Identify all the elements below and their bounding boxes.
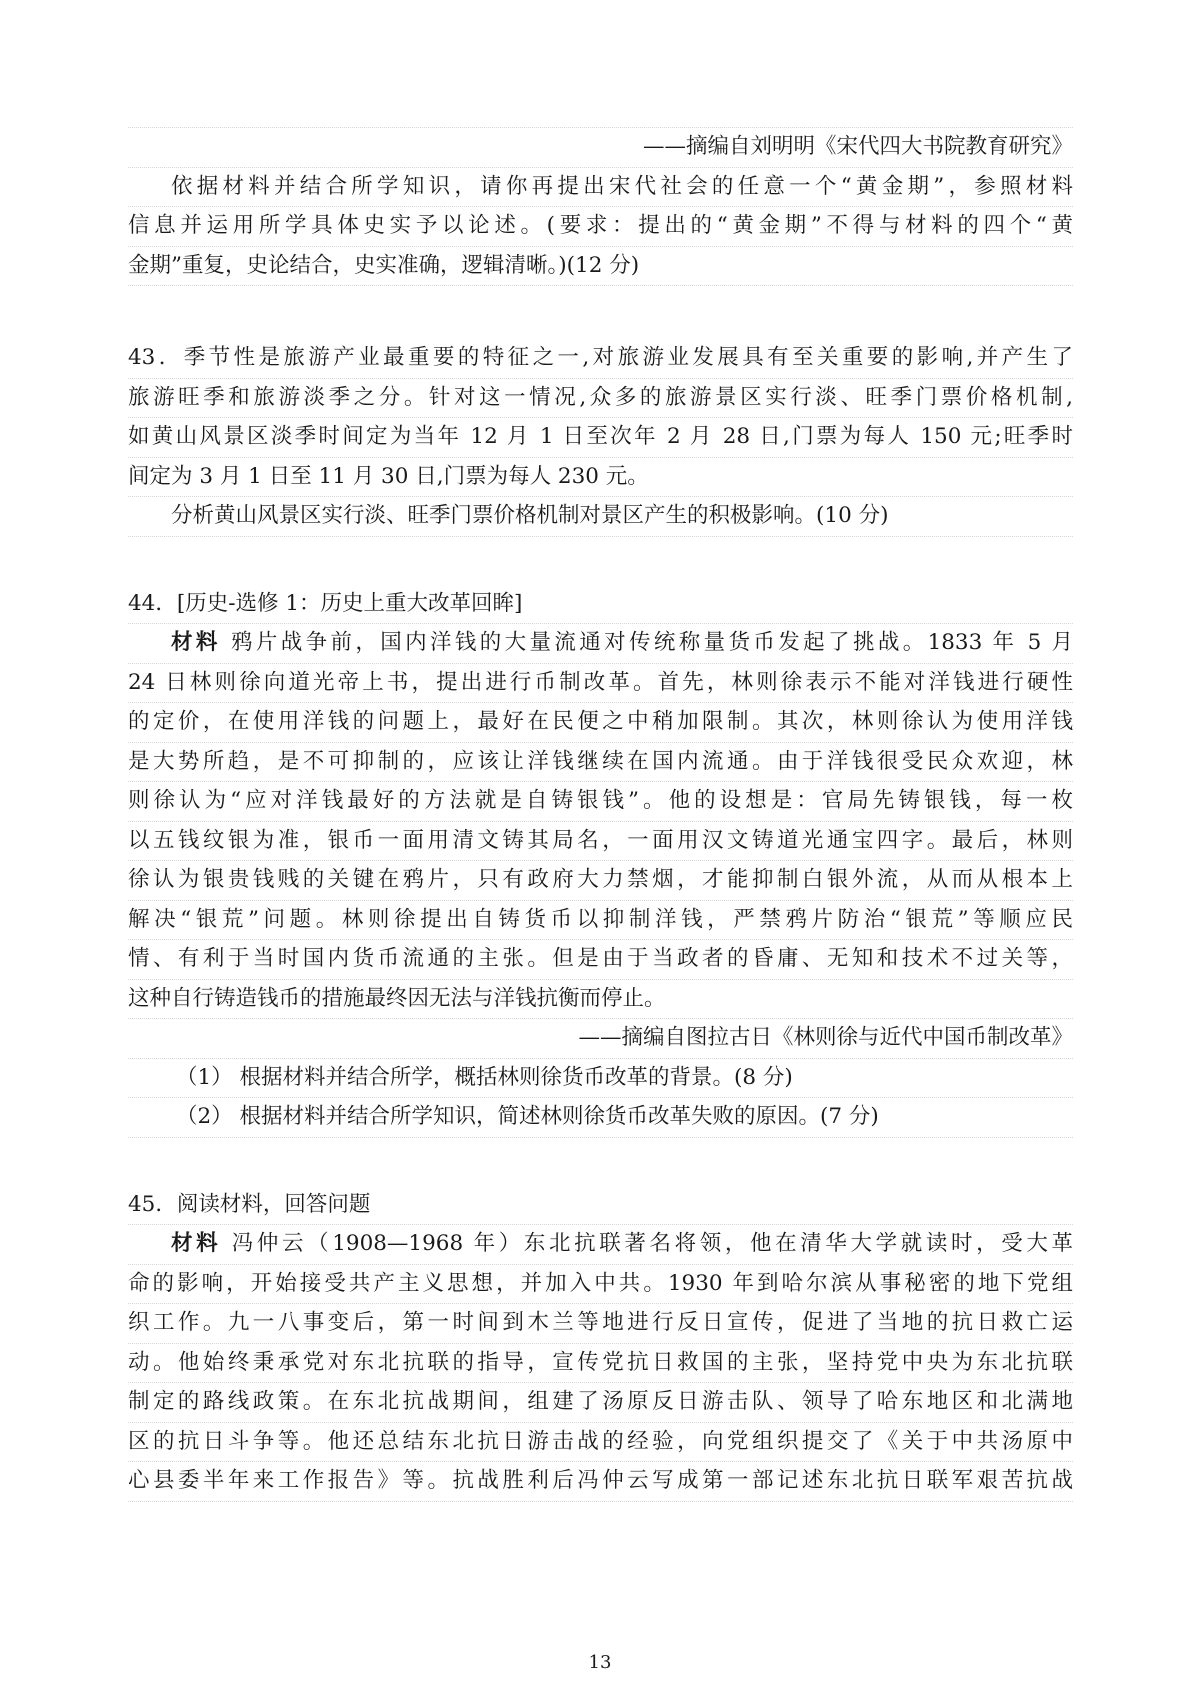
q43-line-1: 43．季节性是旅游产业最重要的特征之一,对旅游业发展具有至关重要的影响,并产生了 [128, 339, 1073, 379]
q43-prompt: 分析黄山风景区实行淡、旺季门票价格机制对景区产生的积极影响。(10 分) [128, 497, 1073, 537]
q45-line-1 [128, 1225, 1073, 1265]
spacer [128, 1138, 1073, 1186]
q44-line-7: 徐认为银贵钱贱的关键在鸦片，只有政府大力禁烟，才能抑制白银外流，从而从根本上 [128, 861, 1073, 901]
page-content [128, 127, 1073, 1502]
q45-material-label: 材料 [171, 1231, 222, 1256]
q44-line-1 [128, 624, 1073, 664]
q44-line-5: 则徐认为“应对洋钱最好的方法就是自铸银钱”。他的设想是：官局先铸银钱，每一枚 [128, 782, 1073, 822]
q42-prompt-line-3: 金期”重复，史论结合，史实准确，逻辑清晰。)(12 分) [128, 247, 1073, 287]
q45-heading: 45．阅读材料，回答问题 [128, 1186, 1073, 1226]
page-number: 13 [588, 1652, 612, 1673]
q45-line-6: 区的抗日斗争等。他还总结东北抗日游击战的经验，向党组织提交了《关于中共汤原中 [128, 1423, 1073, 1463]
q44-line-10: 这种自行铸造钱币的措施最终因无法与洋钱抗衡而停止。 [128, 980, 1073, 1020]
q44-line-2: 24 日林则徐向道光帝上书，提出进行币制改革。首先，林则徐表示不能对洋钱进行硬性 [128, 664, 1073, 704]
q44-question-2: （2） 根据材料并结合所学知识，简述林则徐货币改革失败的原因。(7 分) [128, 1098, 1073, 1138]
q42-source: ——摘编自刘明明《宋代四大书院教育研究》 [128, 127, 1073, 168]
q43-line-2: 旅游旺季和旅游淡季之分。针对这一情况,众多的旅游景区实行淡、旺季门票价格机制, [128, 379, 1073, 419]
q45-line-4: 动。他始终秉承党对东北抗联的指导，宣传党抗日救国的主张，坚持党中央为东北抗联 [128, 1344, 1073, 1384]
q44-line-8: 解决“银荒”问题。林则徐提出自铸货币以抑制洋钱，严禁鸦片防治“银荒”等顺应民 [128, 901, 1073, 941]
q42-prompt-line-2: 信息并运用所学具体史实予以论述。(要求：提出的“黄金期”不得与材料的四个“黄 [128, 207, 1073, 247]
spacer [128, 286, 1073, 339]
q44-source: ——摘编自图拉古日《林则徐与近代中国币制改革》 [128, 1019, 1073, 1059]
q42-prompt-line-1: 依据材料并结合所学知识，请你再提出宋代社会的任意一个“黄金期”，参照材料 [128, 168, 1073, 208]
q44-question-1: （1） 根据材料并结合所学，概括林则徐货币改革的背景。(8 分) [128, 1059, 1073, 1099]
q44-line-3: 的定价，在使用洋钱的问题上，最好在民便之中稍加限制。其次，林则徐认为使用洋钱 [128, 703, 1073, 743]
q45-line-2: 命的影响，开始接受共产主义思想，并加入中共。1930 年到哈尔滨从事秘密的地下党组 [128, 1265, 1073, 1305]
q45-line-7: 心县委半年来工作报告》等。抗战胜利后冯仲云写成第一部记述东北抗日联军艰苦抗战 [128, 1462, 1073, 1502]
q44-line-6: 以五钱纹银为准，银币一面用清文铸其局名，一面用汉文铸道光通宝四字。最后，林则 [128, 822, 1073, 862]
q44-heading: 44．[历史-选修 1：历史上重大改革回眸] [128, 585, 1073, 625]
q44-material-label: 材料 [171, 630, 221, 655]
q45-line-1-text: 冯仲云（1908—1968 年）东北抗联著名将领，他在清华大学就读时，受大革 [231, 1231, 1073, 1256]
spacer [128, 537, 1073, 585]
q43-line-3: 如黄山风景区淡季时间定为当年 12 月 1 日至次年 2 月 28 日,门票为每人 150 元;旺季时 [128, 418, 1073, 458]
q44-line-1-text: 鸦片战争前，国内洋钱的大量流通对传统称量货币发起了挑战。1833 年 5 月 [230, 630, 1073, 655]
q44-line-4: 是大势所趋，是不可抑制的，应该让洋钱继续在国内流通。由于洋钱很受民众欢迎，林 [128, 743, 1073, 783]
q45-line-3: 织工作。九一八事变后，第一时间到木兰等地进行反日宣传，促进了当地的抗日救亡运 [128, 1304, 1073, 1344]
q44-line-9: 情、有利于当时国内货币流通的主张。但是由于当政者的昏庸、无知和技术不过关等， [128, 940, 1073, 980]
q45-line-5: 制定的路线政策。在东北抗战期间，组建了汤原反日游击队、领导了哈东地区和北满地 [128, 1383, 1073, 1423]
q43-line-4: 间定为 3 月 1 日至 11 月 30 日,门票为每人 230 元。 [128, 458, 1073, 498]
